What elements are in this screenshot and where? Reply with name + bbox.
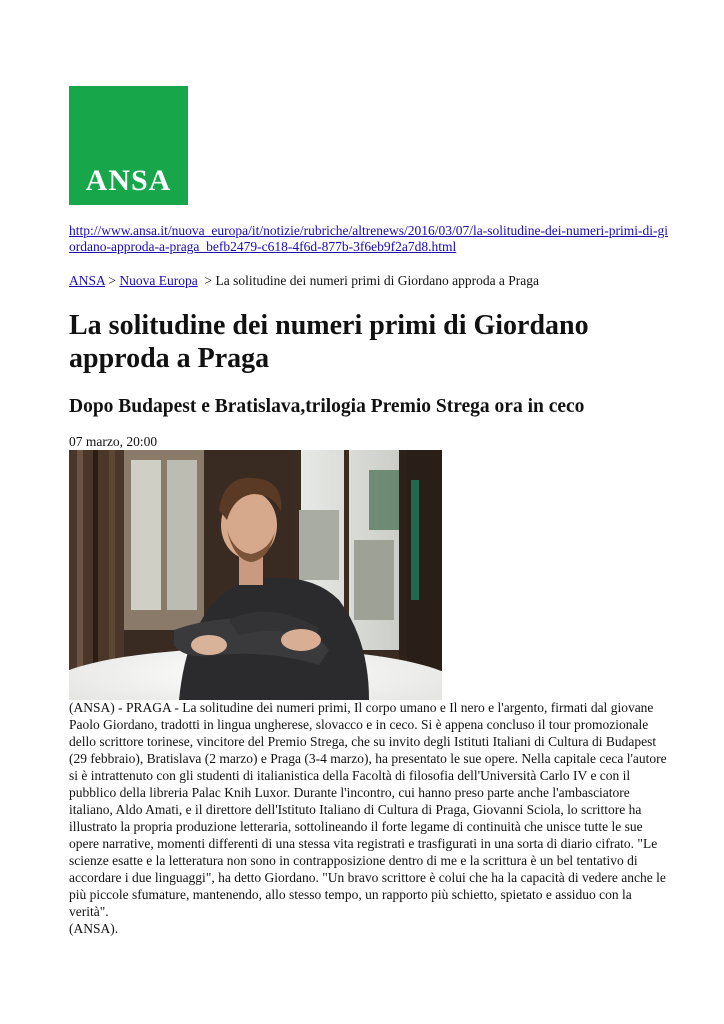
article-body-text: (ANSA) - PRAGA - La solitudine dei numeri primi, Il corpo umano e Il nero e l'argento, firmati dal giovane Paolo Giordano, tradotti in lingua ungherese, slovacco e in ceco. Si è appena concluso il tour promozionale dello scrittore torinese, vincitore del Premio Strega, che su invito degli Istituti Italiani di Cultura di Budapest (29 febbraio), Bratislava (2 marzo) e Praga (3-4 marzo), ha presentato le sue opere. Nella capitale ceca l'autore si è intrattenuto con gli studenti di italianistica della Facoltà di filosofia dell'Università Carlo IV e con il pubblico della libreria Palac Knih Luxor. Durante l'incontro, cui hanno preso parte anche l'ambasciatore italiano, Aldo Amati, e il direttore dell'Istituto Italiano di Cultura di Praga, Giovanni Sciola, lo scrittore ha illustrato la propria produzione letteraria, sottolineando il forte legame di continuità che unisce tutte le sue opere narrative, momenti differenti di una stessa vita registrati e trasfigurati in una sorta di diario cifrato. "Le scienze esatte e la letteratura non sono in contrapposizione dentro di me e la scrittura è un bel tentativo di accordare i due linguaggi", ha detto Giordano. "Un bravo scrittore è colui che ha la capacità di vedere anche le più piccole sfumature, mantenendo, allo stesso tempo, un rapporto più schietto, spietato e assiduo con la verità". [69,700,667,919]
breadcrumb [69,273,539,289]
article-title: La solitudine dei numeri primi di Giordano approda a Praga [69,310,589,374]
ansa-logo [69,86,188,205]
article-signoff: (ANSA). [69,921,119,936]
breadcrumb-separator: > [105,273,120,288]
breadcrumb-separator: > [197,273,216,288]
article-body [69,699,669,937]
ansa-logo-text: ANSA [85,164,172,197]
article-subtitle: Dopo Budapest e Bratislava,trilogia Premio Strega ora in ceco [69,396,585,417]
article-date: 07 marzo, 20:00 [69,434,158,449]
author-photo [69,450,442,700]
breadcrumb-section-link[interactable]: Nuova Europa [119,273,198,288]
breadcrumb-home-link[interactable]: ANSA [69,273,106,288]
breadcrumb-current: La solitudine dei numeri primi di Giordano approda a Praga [215,273,540,288]
article-url-link[interactable]: http://www.ansa.it/nuova_europa/it/notizie/rubriche/altrenews/2016/03/07/la-solitudine-dei-numeri-primi-di-giordano-approda-a-praga_befb2479-c618-4f6d-877b-3f6eb9f2a7d8.html [69,223,668,254]
